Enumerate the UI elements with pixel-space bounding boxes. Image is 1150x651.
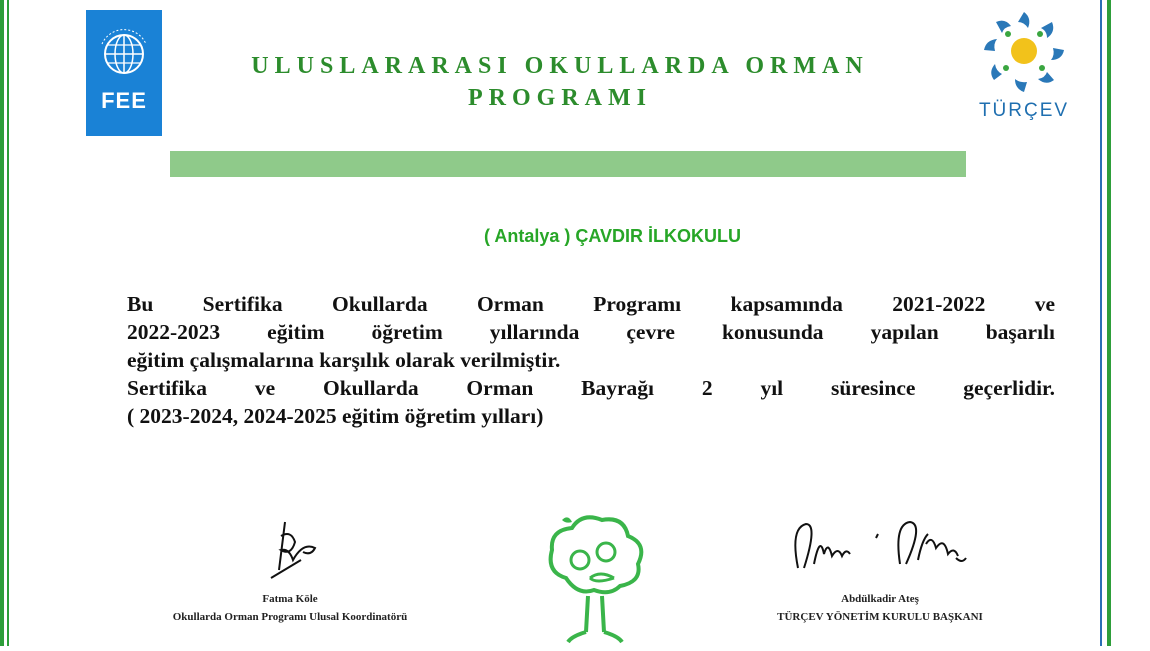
title-underline-bar (170, 151, 966, 177)
signer-right-name: Abdülkadir Ateş (841, 593, 919, 605)
certificate-body (127, 290, 1055, 430)
fee-logo (86, 10, 162, 136)
body-line-3: eğitim çalışmalarına karşılık olarak verilmiştir. (127, 348, 561, 372)
right-border (1100, 0, 1112, 646)
school-name: ( Antalya ) ÇAVDIR İLKOKULU (484, 226, 742, 246)
signature-block-right (720, 508, 1040, 623)
title-line-1: ULUSLARARASI OKULLARDA ORMAN (251, 53, 869, 79)
body-line-1: Bu Sertifika Okullarda Orman Programı kapsamında 2021-2022 ve (127, 292, 1055, 316)
signature-left-icon (245, 516, 335, 588)
okullarda-orman-tree-logo (532, 512, 656, 646)
signer-left-name: Fatma Köle (262, 593, 318, 605)
body-line-4: Sertifika ve Okullarda Orman Bayrağı 2 yıl süresince geçerlidir. (127, 376, 1055, 400)
tree-children-reading-icon (532, 512, 656, 646)
certificate-title (180, 50, 940, 114)
turcev-logo (970, 4, 1078, 128)
left-border (0, 0, 10, 646)
fee-globe-icon (96, 20, 152, 82)
turcev-sun-dolphins-icon (970, 4, 1078, 100)
body-line-2: 2022-2023 eğitim öğretim yıllarında çevre konusunda yapılan başarılı (127, 320, 1055, 344)
signature-block-left (120, 516, 460, 623)
fee-logo-text: FEE (101, 88, 147, 113)
signer-right-role: TÜRÇEV YÖNETİM KURULU BAŞKANI (777, 611, 983, 623)
title-line-2: PROGRAMI (468, 85, 652, 111)
signer-left-role: Okullarda Orman Programı Ulusal Koordinatörü (172, 611, 408, 623)
body-line-5: ( 2023-2024, 2024-2025 eğitim öğretim yılları) (127, 404, 544, 428)
signature-right-icon (780, 508, 980, 588)
turcev-logo-text: TÜRÇEV (978, 100, 1070, 121)
